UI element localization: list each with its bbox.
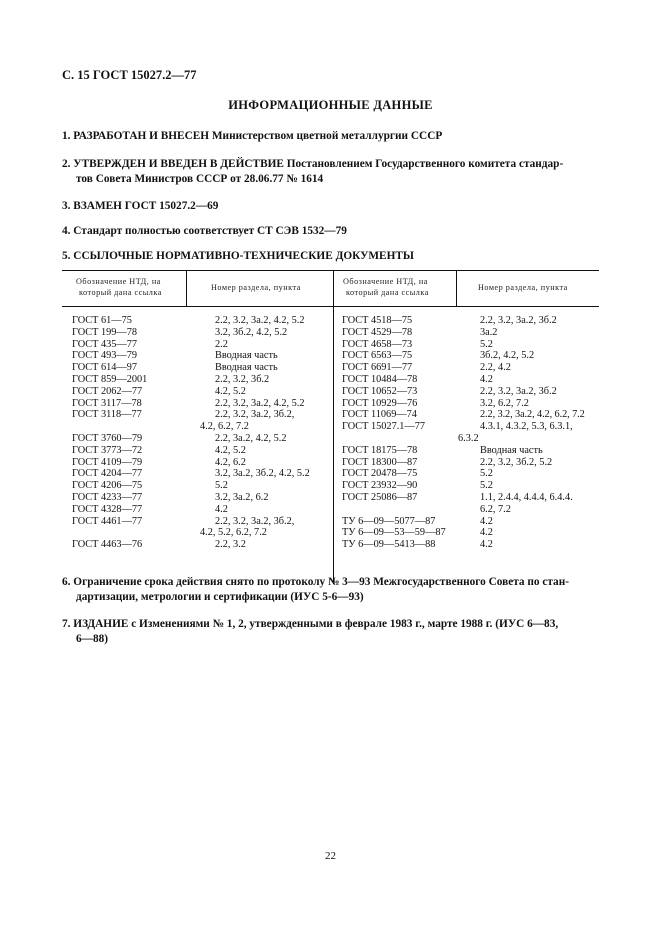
table-cell: ГОСТ 10929—76 — [342, 397, 418, 409]
table-cell: 2.2, 4.2 — [480, 362, 511, 374]
table-cell: Вводная часть — [215, 362, 278, 374]
table-cell: 4.2 — [480, 527, 493, 539]
table-cell: ГОСТ 435—77 — [72, 338, 138, 350]
table-cell — [72, 421, 147, 433]
table-cell: 2.2 — [215, 338, 228, 350]
table-cell: ГОСТ 6563—75 — [342, 350, 413, 362]
table-cell: ГОСТ 20478—75 — [342, 468, 418, 480]
table-cell: ТУ 6—09—5413—88 — [342, 539, 436, 551]
table-cell: ГОСТ 4328—77 — [72, 503, 143, 515]
section-6-line-1: 6. Ограничение срока действия снято по протоколу № 3—93 Межгосударственного Совета по стан- — [62, 576, 569, 588]
table-cell: 2.2, 3.2, 3б.2, 5.2 — [480, 456, 553, 468]
table-cell: ГОСТ 199—78 — [72, 326, 138, 338]
table-cell: 4.2 — [480, 373, 493, 385]
table-cell: 3.2, 6.2, 7.2 — [480, 397, 529, 409]
table-cell: 3.2, 3а.2, 3б.2, 4.2, 5.2 — [215, 468, 310, 480]
table-cell: ТУ 6—09—5077—87 — [342, 515, 436, 527]
table-cell: ГОСТ 61—75 — [72, 315, 132, 326]
table-cell: ГОСТ 6691—77 — [342, 362, 413, 374]
table-cell: ГОСТ 4109—79 — [72, 456, 143, 468]
table-cell: 2.2, 3.2, 3а.2, 3б.2, — [215, 515, 295, 527]
table-cell: 3а.2 — [480, 326, 498, 338]
table-cell: ГОСТ 10484—78 — [342, 373, 418, 385]
table-cell: ГОСТ 3117—78 — [72, 397, 142, 409]
section-7-line-1: 7. ИЗДАНИЕ с Изменениями № 1, 2, утвержденными в феврале 1983 г., марте 1988 г. (ИУС 6—83, — [62, 618, 559, 630]
table-cell: 5.2 — [480, 480, 493, 492]
table-cell: 2.2, 3.2, 3б.2 — [215, 373, 270, 385]
table-top-rule — [62, 270, 599, 271]
table-cell: ГОСТ 3760—79 — [72, 432, 143, 444]
table-cell: 2.2, 3.2, 3а.2, 3б.2, — [215, 409, 295, 421]
table-cell — [342, 504, 446, 516]
table-cell: 1.1, 2.4.4, 4.4.4, 6.4.4. — [480, 491, 573, 503]
table-header-item-left: Номер раздела, пункта — [211, 283, 301, 292]
table-cell: 2.2, 3.2, 3а.2, 3б.2 — [480, 385, 557, 397]
table-cell: 5.2 — [480, 468, 493, 480]
section-1: 1. РАЗРАБОТАН И ВНЕСЕН Министерством цветной металлургии СССР — [62, 130, 443, 142]
table-cell: 2.2, 3.2, 3а.2, 4.2, 5.2 — [215, 397, 305, 409]
table-cell: 4.2 — [215, 503, 228, 515]
page-title: ИНФОРМАЦИОННЫЕ ДАННЫЕ — [228, 98, 433, 112]
table-header-rule — [62, 306, 599, 307]
table-cell: 4.2, 6.2 — [215, 456, 246, 468]
table-cell: 6.3.2 — [458, 432, 479, 444]
section-6-line-2: дартизации, метрологии и сертификации (ИУС 5-6—93) — [76, 591, 364, 603]
table-cell: ГОСТ 4463—76 — [72, 539, 143, 551]
table-cell: 4.2, 6.2, 7.2 — [200, 421, 249, 433]
table-cell: 3.2, 3а.2, 6.2 — [215, 491, 269, 503]
section-7 — [62, 617, 602, 647]
table-cell: ГОСТ 18300—87 — [342, 456, 418, 468]
table-cell: ГОСТ 4204—77 — [72, 468, 143, 480]
section-2 — [62, 157, 602, 187]
table-cell: 5.2 — [480, 338, 493, 350]
table-cell — [342, 433, 446, 445]
left-items-column — [200, 315, 330, 551]
table-header-divider-1 — [186, 270, 187, 306]
table-cell: 5.2 — [215, 480, 228, 492]
table-cell: ТУ 6—09—53—59—87 — [342, 527, 446, 539]
section-2-line-1: 2. УТВЕРЖДЕН И ВВЕДЕН В ДЕЙСТВИЕ Постановлением Государственного комитета стандар- — [62, 158, 564, 170]
table-cell: ГОСТ 3118—77 — [72, 409, 142, 421]
table-cell: 2.2, 3а.2, 4.2, 5.2 — [215, 432, 287, 444]
table-cell: ГОСТ 859—2001 — [72, 373, 148, 385]
section-4: 4. Стандарт полностью соответствует СТ СЭВ 1532—79 — [62, 225, 347, 237]
page-header: С. 15 ГОСТ 15027.2—77 — [62, 68, 197, 82]
table-cell: 2.2, 3.2 — [215, 539, 246, 551]
table-cell: ГОСТ 4461—77 — [72, 515, 143, 527]
table-cell: 4.2 — [480, 515, 493, 527]
table-cell: 4.2, 5.2, 6.2, 7.2 — [200, 527, 267, 539]
table-cell: ГОСТ 18175—78 — [342, 444, 418, 456]
table-cell: 3.2, 3б.2, 4.2, 5.2 — [215, 326, 288, 338]
section-6 — [62, 575, 602, 605]
section-3: 3. ВЗАМЕН ГОСТ 15027.2—69 — [62, 200, 219, 212]
left-codes-column — [72, 315, 147, 551]
table-cell: ГОСТ 23932—90 — [342, 480, 418, 492]
table-cell: ГОСТ 4233—77 — [72, 491, 143, 503]
table-header-item-right: Номер раздела, пункта — [478, 283, 568, 292]
table-cell: ГОСТ 4529—78 — [342, 326, 413, 338]
table-cell: 3б.2, 4.2, 5.2 — [480, 350, 535, 362]
table-cell: ГОСТ 15027.1—77 — [342, 421, 426, 433]
right-codes-column — [342, 315, 446, 551]
right-items-column — [458, 315, 604, 551]
table-header-divider-2 — [456, 270, 457, 306]
table-cell: Вводная часть — [215, 350, 278, 362]
table-cell: ГОСТ 493—79 — [72, 350, 138, 362]
section-5: 5. ССЫЛОЧНЫЕ НОРМАТИВНО-ТЕХНИЧЕСКИЕ ДОКУМЕНТЫ — [62, 250, 414, 262]
table-header-ntd-left: Обозначение НТД, на который дана ссылка — [76, 277, 162, 297]
table-cell: ГОСТ 10652—73 — [342, 385, 418, 397]
table-cell: ГОСТ 614—97 — [72, 362, 138, 374]
table-cell: 4.2 — [480, 539, 493, 551]
table-header-ntd-right: Обозначение НТД, на который дана ссылка — [343, 277, 429, 297]
table-cell: 4.2, 5.2 — [215, 385, 246, 397]
section-7-line-2: 6—88) — [76, 633, 109, 645]
table-cell: ГОСТ 4518—75 — [342, 315, 413, 326]
table-cell: 2.2, 3.2, 3а.2, 3б.2 — [480, 315, 557, 326]
table-cell: 6.2, 7.2 — [480, 503, 511, 515]
table-cell: Вводная часть — [480, 444, 543, 456]
table-cell: 4.3.1, 4.3.2, 5.3, 6.3.1, — [480, 421, 573, 433]
table-cell: ГОСТ 4206—75 — [72, 480, 143, 492]
table-middle-divider — [333, 270, 334, 584]
table-cell: ГОСТ 11069—74 — [342, 409, 417, 421]
table-cell: ГОСТ 4658—73 — [342, 338, 413, 350]
table-cell: 4.2, 5.2 — [215, 444, 246, 456]
table-cell: ГОСТ 25086—87 — [342, 491, 418, 503]
table-cell: ГОСТ 3773—72 — [72, 444, 143, 456]
table-cell: 2.2, 3.2, 3а.2, 4.2, 6.2, 7.2 — [480, 409, 585, 421]
table-cell: ГОСТ 2062—77 — [72, 385, 143, 397]
table-cell: 2.2, 3.2, 3а.2, 4.2, 5.2 — [215, 315, 305, 326]
page-number: 22 — [325, 850, 336, 862]
section-2-line-2: тов Совета Министров СССР от 28.06.77 № 1614 — [76, 173, 324, 185]
table-cell — [72, 527, 147, 539]
